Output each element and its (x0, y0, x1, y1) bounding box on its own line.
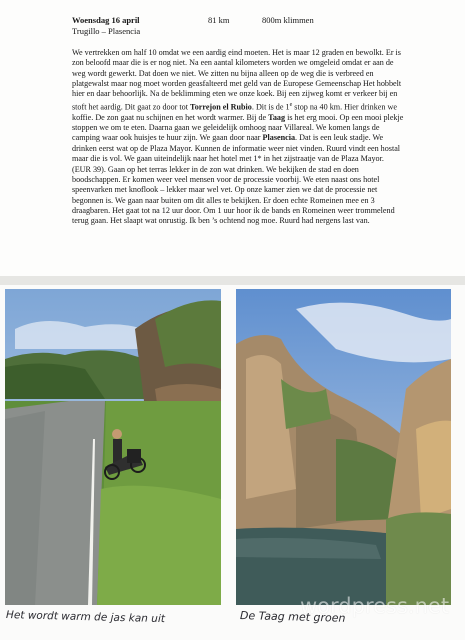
entry-route: Trugillo – Plasencia (72, 26, 141, 36)
body-text-part: We vertrekken om half 10 omdat we een aardig eind moeten. Het is maar 12 graden en bewolkt. Er is zon beloofd maar die is er nog niet. Na een aantal kilometers worden we omgeleid omdat er aan de weg wordt gewerkt. Dat doen we niet. We zitten nu bijna alleen op de weg die is verbreed en platgewalst maar nog moet worden geasfalteerd met geld van de Europese Gemeenschap Het hobbelt hier en daar behoorlijk. Na de beklimming eten we onze koek. Bij een zijweg komt er verkeer bij en stoft het aardig. Dit gaat zo door tot (72, 48, 402, 112)
place-torrejon: Torrejon el Rubio (190, 102, 252, 112)
page-separator (0, 276, 465, 285)
entry-climb: 800m klimmen (262, 15, 314, 25)
body-text-part: stop na 40 km. Hier drinken we koffie. De zon gaat nu schijnen en het wordt warmer. Bij de (72, 102, 397, 122)
body-text-part: . Dat is een leuk stadje. We drinken eerst wat op de Plaza Mayor. Kunnen de informatie weer niet vinden. Ruurd vindt een hostal maar die is vol. We gaan uiteindelijk naar het hotel met 1* in het zijstraatje van de Plaza Mayor. (EUR 39). Gaan op het terras lekker in de zon wat drinken. We bekijken de stad en doen boodschappen. Er komen weer veel mensen voor de processie voorbij. We eten naast ons hotel speenvarken met knoflook – lekker maar wel vet. Op onze kamer zien we dat de processie net begonnen is. We gaan naar buiten om dit alles te bekijken. Er doen echte Romeinen mee en 3 draagbaren. Het gaat tot na 12 uur door. Om 1 uur hoor ik de bands en Romeinen weer trommelend terug gaan. Het slaapt wat onrustig. Ik ben ’s ochtend nog moe. Ruurd had nergens last van. (72, 133, 401, 226)
entry-date: Woensdag 16 april (72, 15, 140, 25)
place-plasencia: Plasencia (262, 133, 296, 143)
entry-distance: 81 km (208, 15, 230, 25)
journal-page-top (0, 0, 465, 276)
place-taag: Taag (268, 112, 286, 122)
ordinal-suffix: e (289, 101, 293, 108)
body-text-part: . Dit is de 1 (251, 102, 290, 112)
caption-right: De Taag met groen (239, 609, 346, 625)
journal-paragraph (72, 48, 404, 227)
body-text-part: is het erg mooi. Op een mooi plekje stoppen we om te eten. Daarna gaan we geleidelijk omhoog naar Villareal. We komen langs de camping waar ook huisjes te huur zijn. We gaan door naar (72, 112, 404, 143)
photo-taag-river (236, 289, 451, 605)
caption-left: Het wordt warm de jas kan uit (5, 609, 166, 626)
photo-cyclist-road (5, 289, 221, 605)
journal-body (72, 48, 404, 227)
watermark: wordpress.net (300, 594, 450, 618)
